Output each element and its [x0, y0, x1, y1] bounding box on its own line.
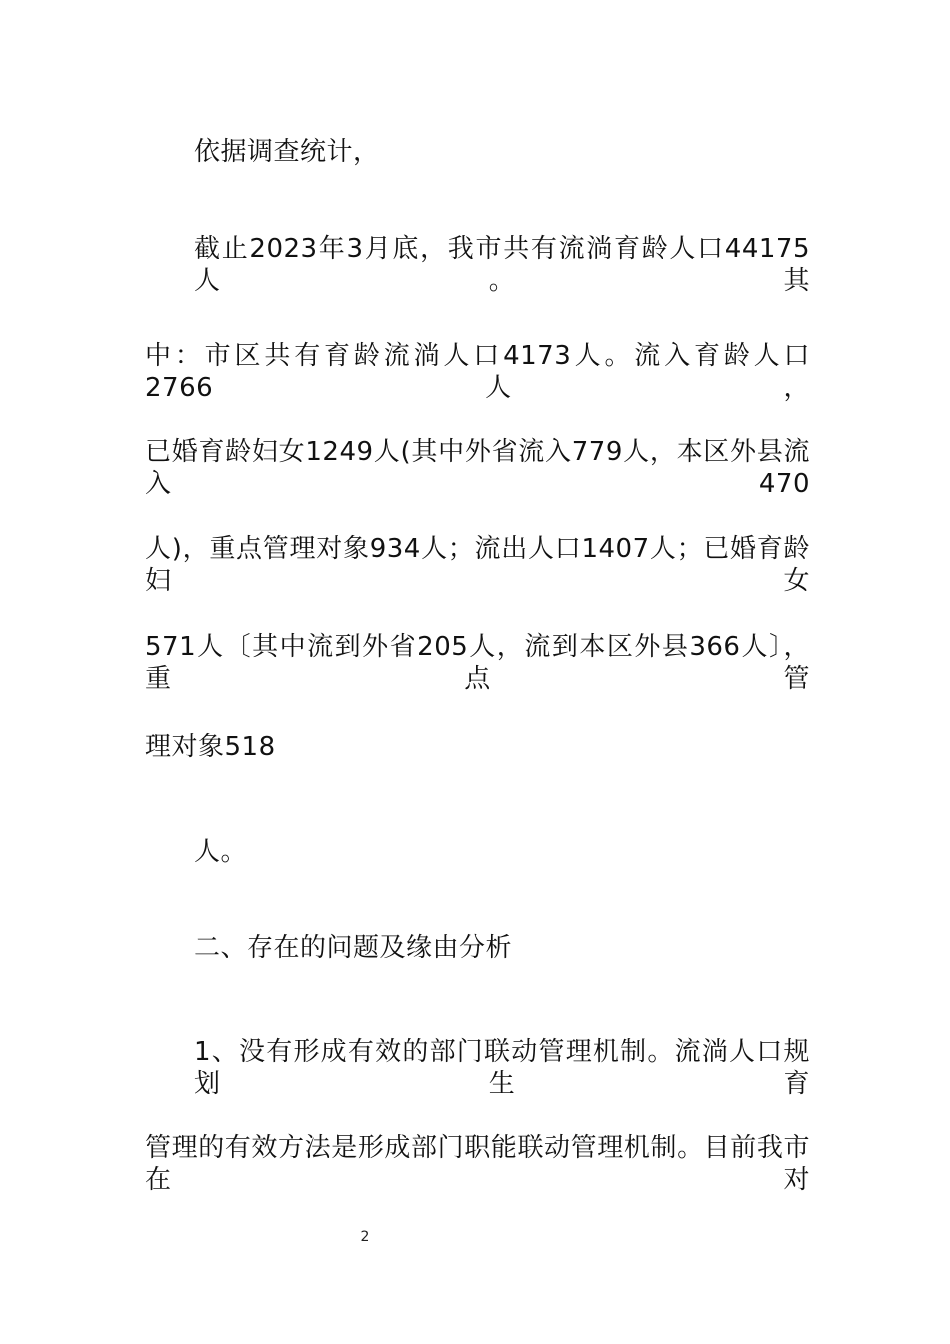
section-heading: 二、存在的问题及缘由分析	[194, 933, 513, 963]
page-number: 2	[360, 1229, 370, 1245]
text-line-3: 中：市区共有育龄流淌人口4173人。流入育龄人口2766人，	[145, 341, 810, 403]
text-line-6: 571人〔其中流到外省205人，流到本区外县366人〕，重点管	[145, 632, 810, 694]
text-line-7: 理对象518	[145, 732, 276, 762]
text-line-2: 截止2023年3月底，我市共有流淌育龄人口44175人。其	[194, 234, 810, 296]
text-line-4: 已婚育龄妇女1249人(其中外省流入779人，本区外县流入470	[145, 437, 810, 499]
text-line-10: 1、没有形成有效的部门联动管理机制。流淌人口规划生育	[194, 1037, 810, 1099]
text-line-11: 管理的有效方法是形成部门职能联动管理机制。目前我市在对	[145, 1133, 810, 1195]
text-line-1: 依据调查统计，	[194, 137, 380, 167]
text-line-8: 人。	[194, 837, 248, 867]
text-line-5: 人)，重点管理对象934人；流出人口1407人；已婚育龄妇女	[145, 534, 810, 596]
